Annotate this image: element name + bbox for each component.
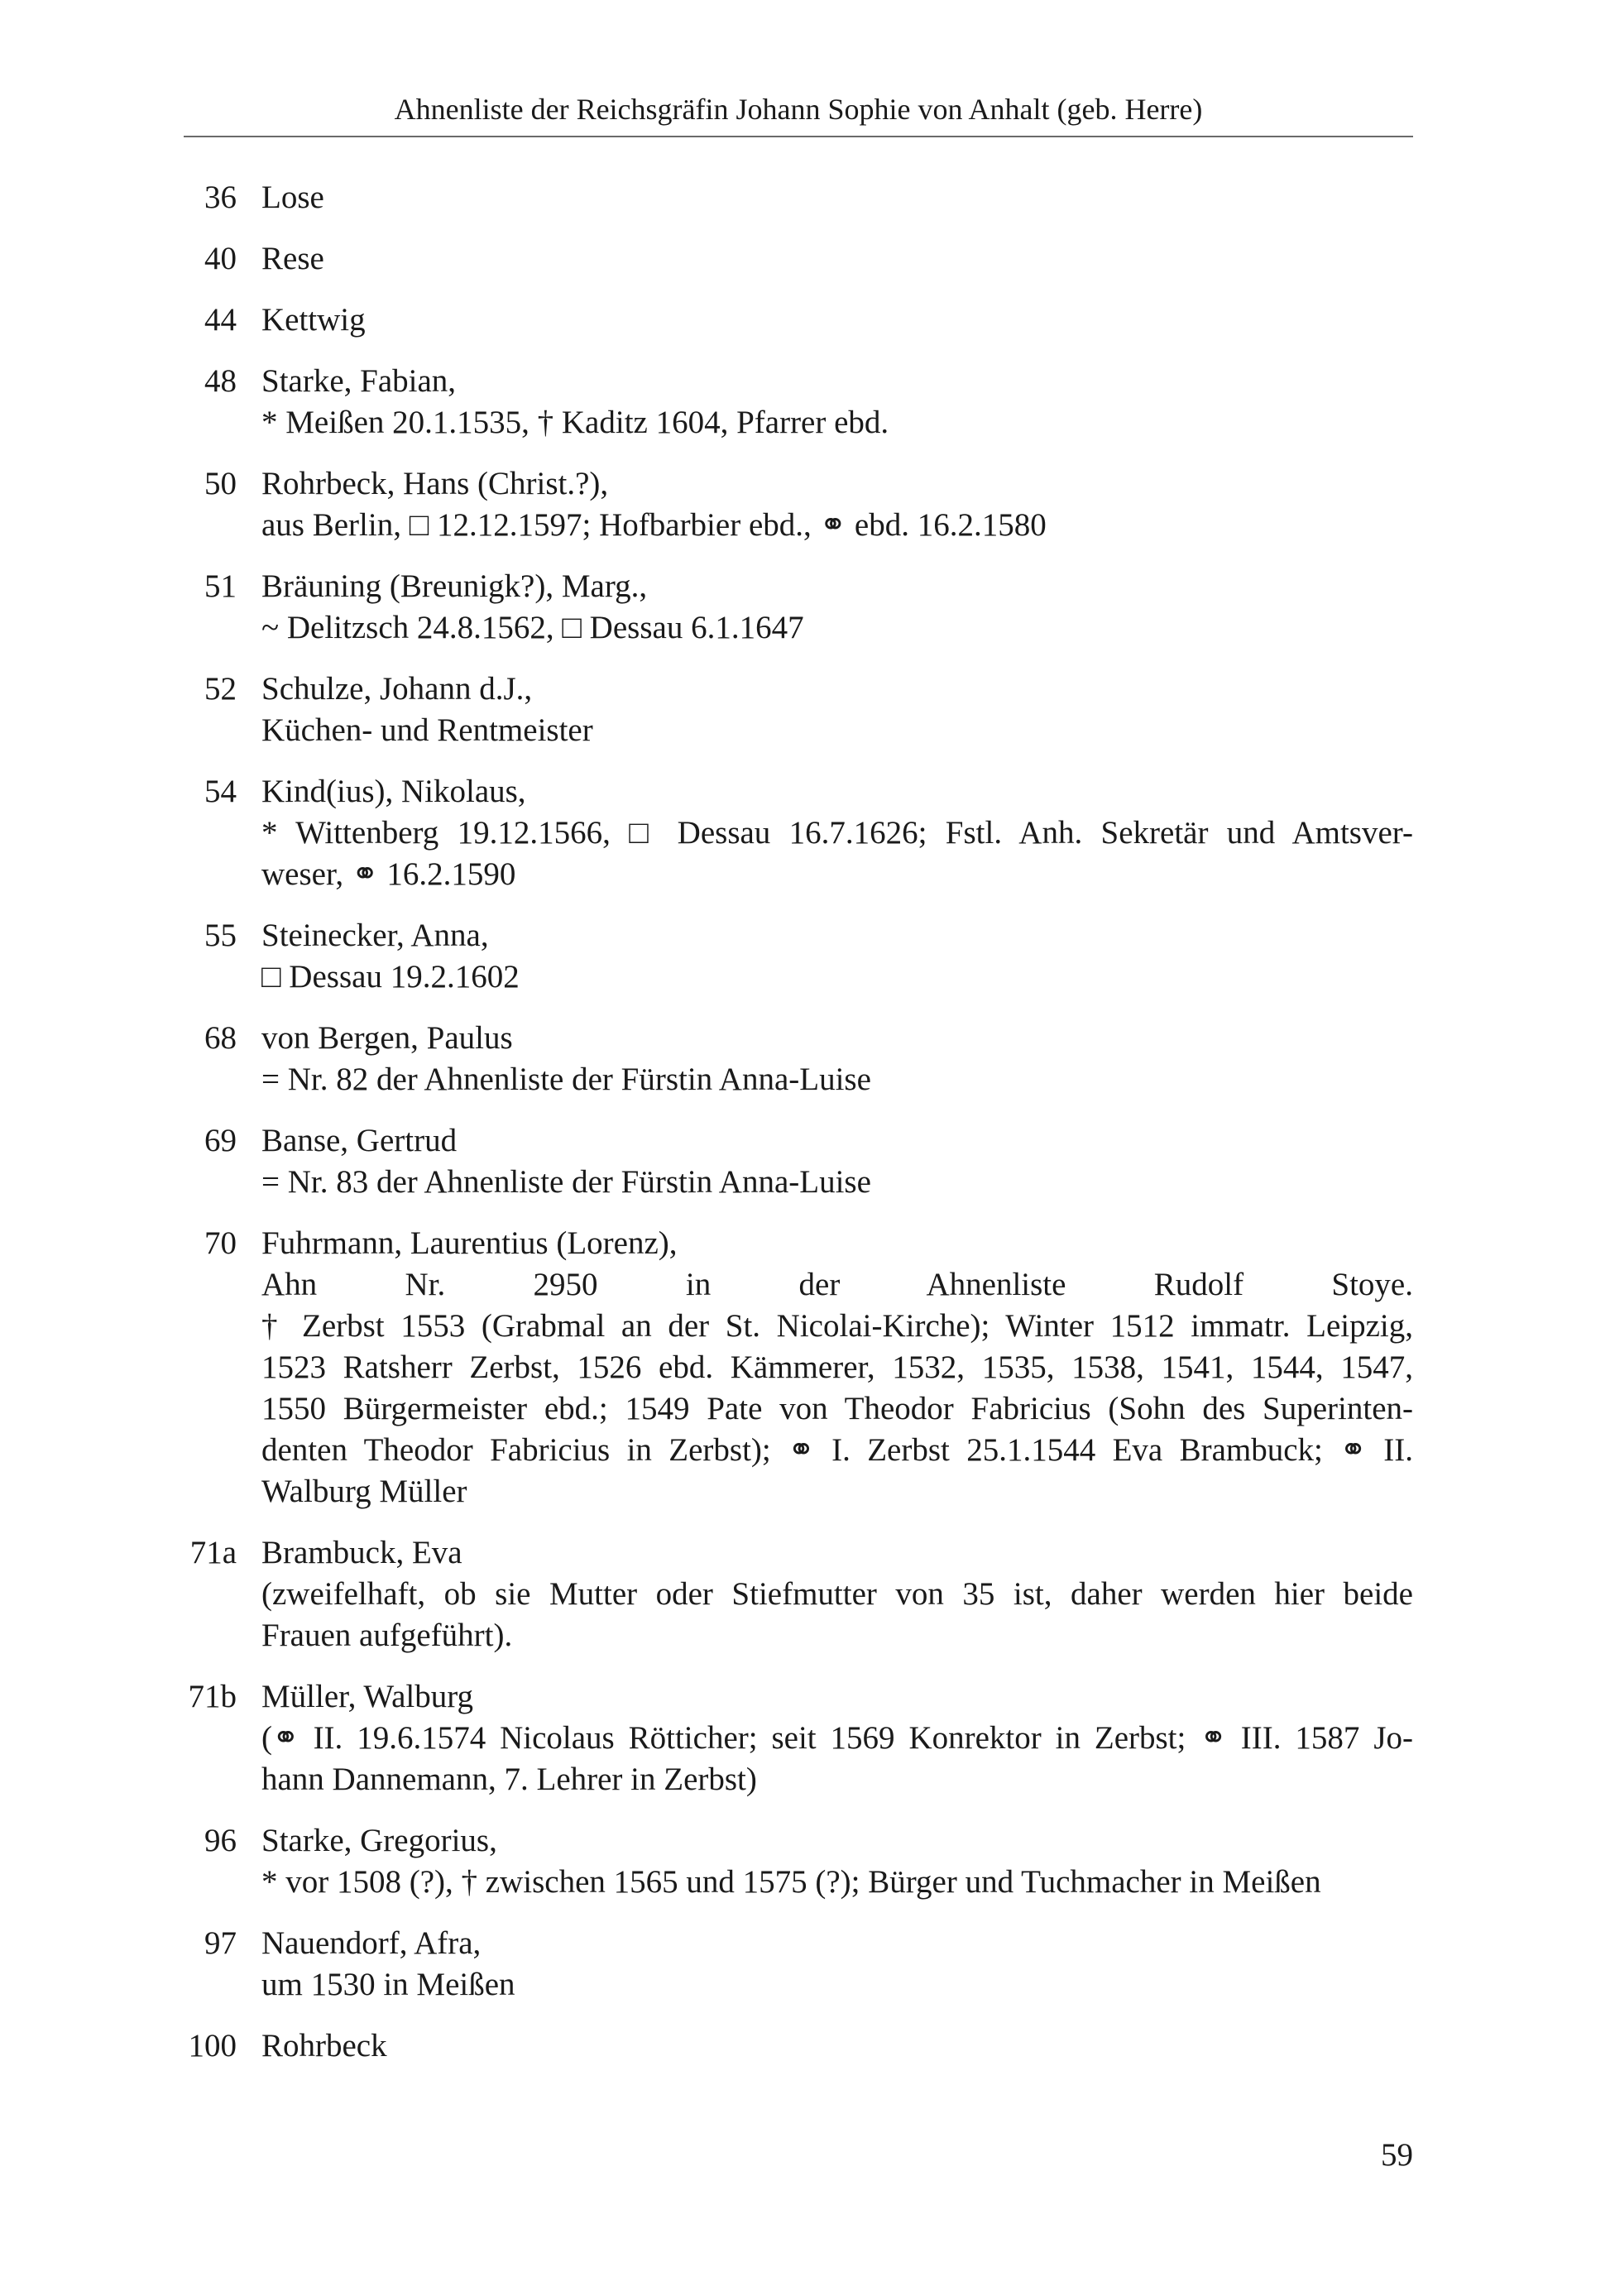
ancestor-entry-body (261, 1923, 1413, 2006)
ancestor-entry (184, 2025, 1413, 2067)
ancestor-detail-line: hann Dannemann, 7. Lehrer in Zerbst) (261, 1762, 757, 1797)
ancestor-entry-body (261, 177, 1413, 218)
ancestor-name: Brambuck, Eva (261, 1535, 462, 1570)
ancestor-number: 51 (204, 568, 237, 604)
ancestor-number: 71b (188, 1679, 237, 1714)
ancestor-detail-line: aus Berlin, □ 12.12.1597; Hofbarbier ebd., ⚭ ebd. 16.2.1580 (261, 507, 1047, 543)
ancestor-entry-body (261, 238, 1413, 280)
ancestor-name: Rohrbeck, Hans (Christ.?), (261, 466, 609, 501)
ancestor-entry (184, 669, 1413, 751)
ancestor-entry (184, 915, 1413, 998)
ancestor-entry (184, 771, 1413, 895)
header-rule (184, 136, 1413, 137)
ancestor-detail-line: weser, ⚭ 16.2.1590 (261, 856, 516, 892)
ancestor-entry-body (261, 1223, 1413, 1512)
ancestor-entry-body (261, 1820, 1413, 1903)
ancestor-entry-body (261, 915, 1413, 998)
ancestor-number: 44 (204, 302, 237, 338)
ancestor-name: Steinecker, Anna, (261, 918, 489, 953)
ancestor-entry-body (261, 1676, 1413, 1800)
ancestor-detail-line: (⚭ II. 19.6.1574 Nicolaus Rötticher; seit 1569 Konrektor in Zerbst; ⚭ III. 1587 Jo- (261, 1720, 1413, 1756)
ancestor-number: 50 (204, 466, 237, 501)
ancestor-detail-line: denten Theodor Fabricius in Zerbst); ⚭ I. Zerbst 25.1.1544 Eva Brambuck; ⚭ II. (261, 1432, 1413, 1468)
ancestor-detail-line: Ahn Nr. 2950 in der Ahnenliste Rudolf Stoye. (261, 1267, 1413, 1302)
ancestor-entry-body (261, 1120, 1413, 1203)
ancestor-name: von Bergen, Paulus (261, 1020, 513, 1056)
ancestor-entry (184, 1532, 1413, 1656)
ancestor-entry-body (261, 463, 1413, 546)
ancestor-entry-body (261, 1018, 1413, 1100)
ancestor-entry (184, 300, 1413, 341)
ancestor-entry (184, 1676, 1413, 1800)
ancestor-detail-line: * vor 1508 (?), † zwischen 1565 und 1575 (?); Bürger und Tuchmacher in Meißen (261, 1864, 1321, 1900)
ancestor-number: 71a (189, 1535, 237, 1570)
ancestor-entry (184, 361, 1413, 443)
running-header: Ahnenliste der Reichsgräfin Johann Sophie von Anhalt (geb. Herre) (394, 93, 1203, 126)
ancestor-entry (184, 1223, 1413, 1512)
ancestor-name: Schulze, Johann d.J., (261, 671, 533, 707)
ancestor-number: 40 (204, 241, 237, 276)
ancestor-number: 68 (204, 1020, 237, 1056)
ancestor-number: 55 (204, 918, 237, 953)
ancestor-entry-body (261, 361, 1413, 443)
ancestor-number: 96 (204, 1823, 237, 1858)
ancestor-name: Kettwig (261, 302, 366, 338)
ancestor-detail-line: 1550 Bürgermeister ebd.; 1549 Pate von Theodor Fabricius (Sohn des Superinten- (261, 1391, 1413, 1426)
ancestor-name: Starke, Fabian, (261, 363, 457, 399)
ancestor-detail-line: (zweifelhaft, ob sie Mutter oder Stiefmutter von 35 ist, daher werden hier beide (261, 1576, 1413, 1612)
ancestor-detail-line: * Wittenberg 19.12.1566, □ Dessau 16.7.1626; Fstl. Anh. Sekretär und Amtsver- (261, 815, 1413, 851)
ancestor-number: 69 (204, 1123, 237, 1158)
ancestor-detail-line: um 1530 in Meißen (261, 1967, 515, 2002)
ancestor-number: 54 (204, 774, 237, 809)
ancestor-entry (184, 463, 1413, 546)
ancestor-entry (184, 177, 1413, 218)
ancestor-detail-line: 1523 Ratsherr Zerbst, 1526 ebd. Kämmerer, 1532, 1535, 1538, 1541, 1544, 1547, (261, 1349, 1413, 1385)
ancestor-name: Banse, Gertrud (261, 1123, 458, 1158)
ancestor-entry (184, 238, 1413, 280)
ancestor-detail-line: = Nr. 82 der Ahnenliste der Fürstin Anna-Luise (261, 1062, 871, 1097)
ancestor-entry (184, 1120, 1413, 1203)
ancestor-name: Bräuning (Breunigk?), Marg., (261, 568, 648, 604)
ancestor-name: Nauendorf, Afra, (261, 1925, 482, 1961)
ancestor-name: Starke, Gregorius, (261, 1823, 497, 1858)
ancestor-number: 36 (204, 180, 237, 215)
ancestor-entry (184, 1923, 1413, 2006)
ancestor-detail-line: * Meißen 20.1.1535, † Kaditz 1604, Pfarrer ebd. (261, 405, 889, 440)
ancestor-number: 48 (204, 363, 237, 399)
ancestor-entry-body (261, 300, 1413, 341)
ancestor-entry-body (261, 566, 1413, 649)
ancestor-name: Rese (261, 241, 324, 276)
ancestor-detail-line: □ Dessau 19.2.1602 (261, 959, 520, 995)
ancestor-detail-line: = Nr. 83 der Ahnenliste der Fürstin Anna-Luise (261, 1164, 871, 1200)
ancestor-entry (184, 566, 1413, 649)
ancestor-entry-body (261, 2025, 1413, 2067)
ancestor-number: 70 (204, 1225, 237, 1261)
ancestor-entry (184, 1018, 1413, 1100)
ancestor-detail-line: Walburg Müller (261, 1474, 467, 1509)
ancestor-detail-line: Küchen- und Rentmeister (261, 712, 593, 748)
ancestor-name: Müller, Walburg (261, 1679, 473, 1714)
ancestor-detail-line: ~ Delitzsch 24.8.1562, □ Dessau 6.1.1647 (261, 610, 804, 645)
ancestor-list (184, 177, 1413, 2087)
ancestor-entry (184, 1820, 1413, 1903)
ancestor-number: 97 (204, 1925, 237, 1961)
ancestor-detail-line: Frauen aufgeführt). (261, 1618, 513, 1653)
ancestor-name: Lose (261, 180, 324, 215)
ancestor-number: 100 (188, 2028, 237, 2064)
ancestor-detail-line: † Zerbst 1553 (Grabmal an der St. Nicolai-Kirche); Winter 1512 immatr. Leipzig, (261, 1308, 1413, 1344)
ancestor-number: 52 (204, 671, 237, 707)
ancestor-entry-body (261, 669, 1413, 751)
ancestor-entry-body (261, 1532, 1413, 1656)
ancestor-name: Fuhrmann, Laurentius (Lorenz), (261, 1225, 678, 1261)
page-number: 59 (1381, 2137, 1413, 2173)
ancestor-entry-body (261, 771, 1413, 895)
ancestor-name: Rohrbeck (261, 2028, 387, 2064)
ancestor-name: Kind(ius), Nikolaus, (261, 774, 526, 809)
